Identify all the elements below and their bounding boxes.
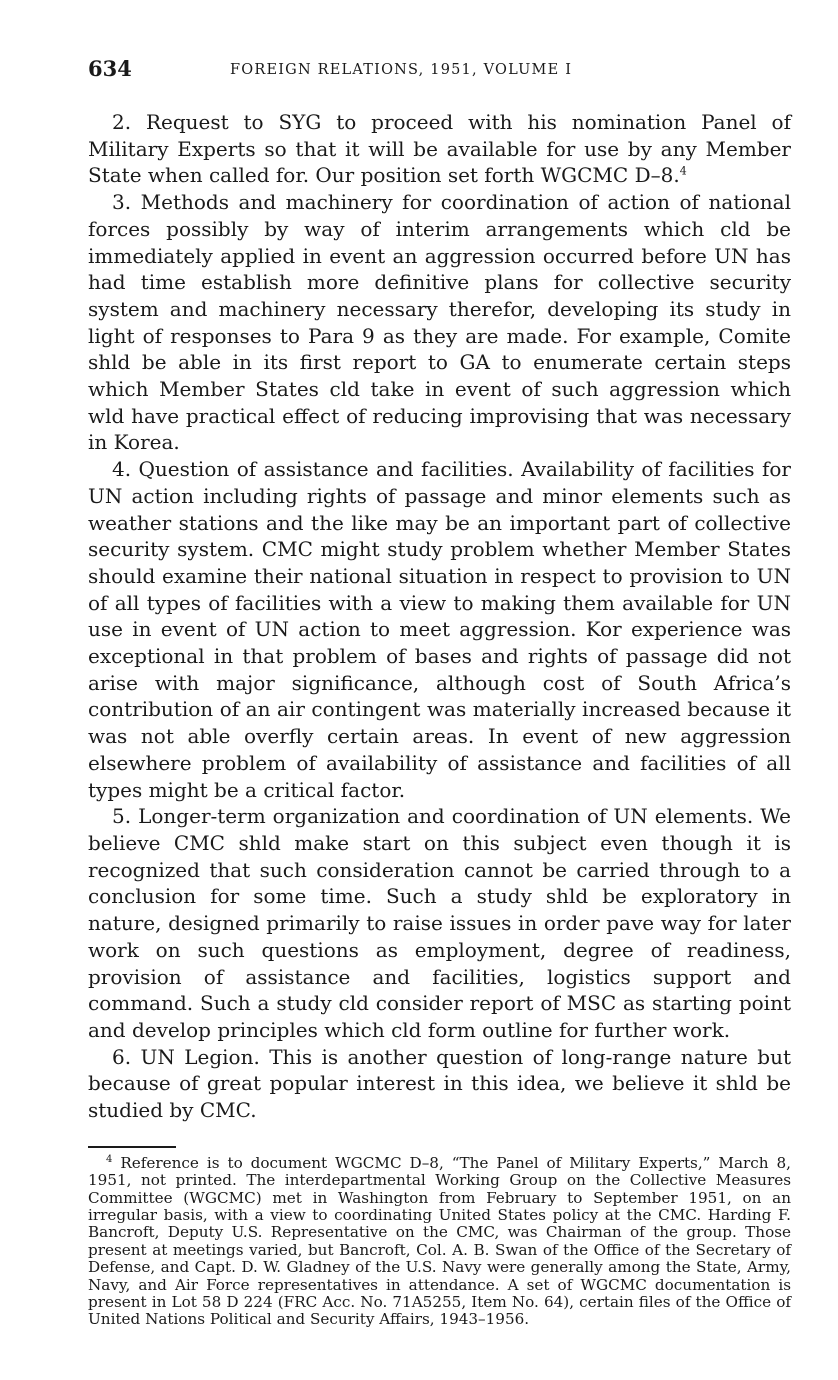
paragraph-3: 3. Methods and machinery for coordination of action of national forces possibly by way of interim arrangements which cld be immediately applied in event an aggression occurred before UN has had time establish more definitive plans for collective security system and machinery necessary therefor, developing its study in light of responses to Para 9 as they are made. For example, Comite shld be able in its first report to GA to enumerate certain steps which Member States cld take in event of such aggression which wld have practical effect of reducing improvising that was necessary in Korea.	[88, 190, 791, 455]
page-number: 634	[88, 56, 132, 81]
paragraph-4: 4. Question of assistance and facilities. Availability of facilities for UN action including rights of passage and minor elements such as weather stations and the like may be an important part of collective security system. CMC might study problem whether Member States should examine their national situation in respect to provision to UN of all types of facilities with a view to making them available for UN use in event of UN action to meet aggression. Kor experience was exceptional in that problem of bases and rights of passage did not arise with major significance, although cost of South Africa’s contribution of an air contingent was materially increased because it was not able overfly certain areas. In event of new aggression elsewhere problem of availability of assistance and facilities of all types might be a critical factor.	[88, 457, 791, 802]
footnote-text: Reference is to document WGCMC D–8, “The Panel of Military Experts,” March 8, 1951, not printed. The interdepartmental Working Group on the Collective Measures Committee (WGCMC) met in Washington from February to September 1951, on an irregular basis, with a view to coordinating United States policy at the CMC. Harding F. Bancroft, Deputy U.S. Representative on the CMC, was Chairman of the group. Those present at meetings varied, but Bancroft, Col. A. B. Swan of the Office of the Secretary of Defense, and Capt. D. W. Gladney of the U.S. Navy were generally among the State, Army, Navy, and Air Force representatives in attendance. A set of WGCMC documentation is present in Lot 58 D 224 (FRC Acc. No. 71A5255, Item No. 64), certain files of the Office of United Nations Political and Security Affairs, 1943–1956.	[88, 1153, 792, 1329]
footnote-reference: 4	[679, 164, 687, 178]
paragraph-2-text: 2. Request to SYG to proceed with his nomination Panel of Military Experts so that it will be available for use by any Member State when called for. Our position set forth WGCMC D–8.	[88, 110, 791, 188]
paragraph-2	[88, 109, 791, 189]
document-page	[88, 56, 791, 1329]
footnote-mark: 4	[106, 1153, 113, 1165]
footnote-divider	[88, 1146, 176, 1148]
page-header	[88, 56, 791, 92]
body-text	[88, 109, 791, 1124]
paragraph-5: 5. Longer-term organization and coordination of UN elements. We believe CMC shld make start on this subject even though it is recognized that such consideration cannot be carried through to a conclusion for some time. Such a study shld be exploratory in nature, designed primarily to raise issues in order pave way for later work on such questions as employment, degree of readiness, provision of assistance and facilities, logistics support and command. Such a study cld consider report of MSC as starting point and develop principles which cld form outline for further work.	[88, 804, 791, 1042]
running-head: FOREIGN RELATIONS, 1951, VOLUME I	[230, 62, 573, 78]
paragraph-6: 6. UN Legion. This is another question of long-range nature but because of great popular interest in this idea, we believe it shld be studied by CMC.	[88, 1044, 791, 1123]
footnote-4	[88, 1155, 791, 1329]
